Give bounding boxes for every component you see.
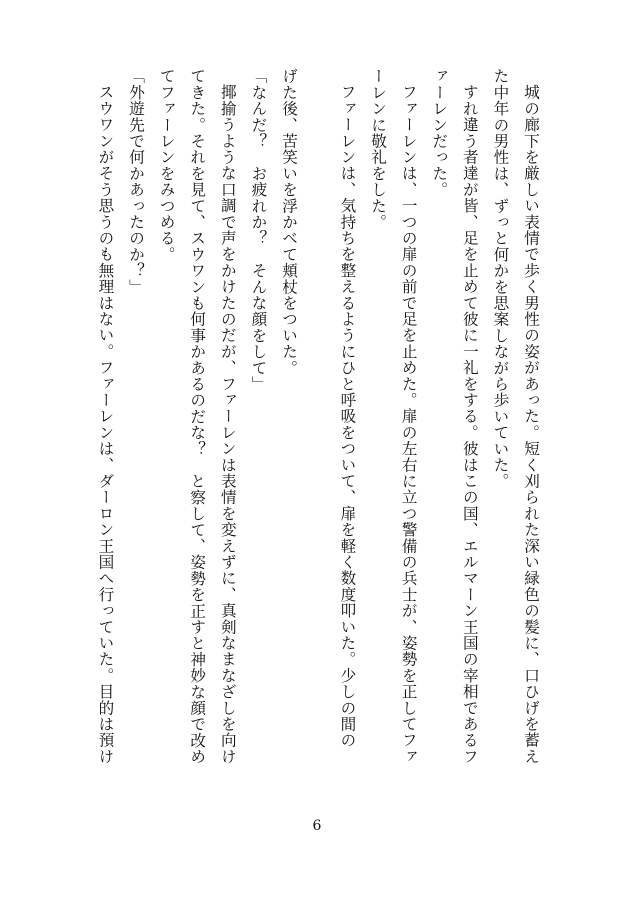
dialog-line: 「外遊先で何かあったのか？」 (127, 68, 146, 295)
left-text-column (88, 68, 304, 780)
paragraph: ファーレンは、一つの扉の前で足を止めた。扉の左右に立つ警備の兵士が、姿勢を正してファーレンに敬礼をした。 (369, 68, 418, 764)
paragraph: 揶揄うような口調で声をかけたのだが、ファーレンは表情を変えずに、真剣なまなざしを向けてきた。それを見て、スウワンも何事かあるのだな？ と察して、姿勢を正すと神妙な顔で改めてファーレンをみつめる。 (157, 68, 237, 765)
paragraph: ファーレンは、気持ちを整えるようにひと呼吸をついて、扉を軽く数度叩いた。少しの間の (338, 83, 357, 748)
paragraph: 城の廊下を厳しい表情で歩く男性の姿があった。短く刈られた深い緑色の髪に、口ひげを蓄えた中年の男性は、ずっと何かを思案しながら歩いていた。 (491, 68, 540, 764)
paragraph: スウワンがそう思うのも無理はない。ファーレンは、ダーロン王国へ行っていた。目的は預け (96, 83, 115, 764)
page-number: 6 (312, 818, 322, 834)
paragraph-continuation: げた後、苦笑いを浮かべて頬杖をついた。 (280, 68, 298, 376)
paragraph: すれ違う者達が皆、足を止めて彼に一礼をする。彼はこの国、エルマーン王国の宰相であるファーレンだった。 (430, 68, 479, 764)
right-text-column (330, 68, 546, 780)
dialog-line: 「なんだ？ お疲れか？ そんな顔をして」 (249, 68, 268, 392)
